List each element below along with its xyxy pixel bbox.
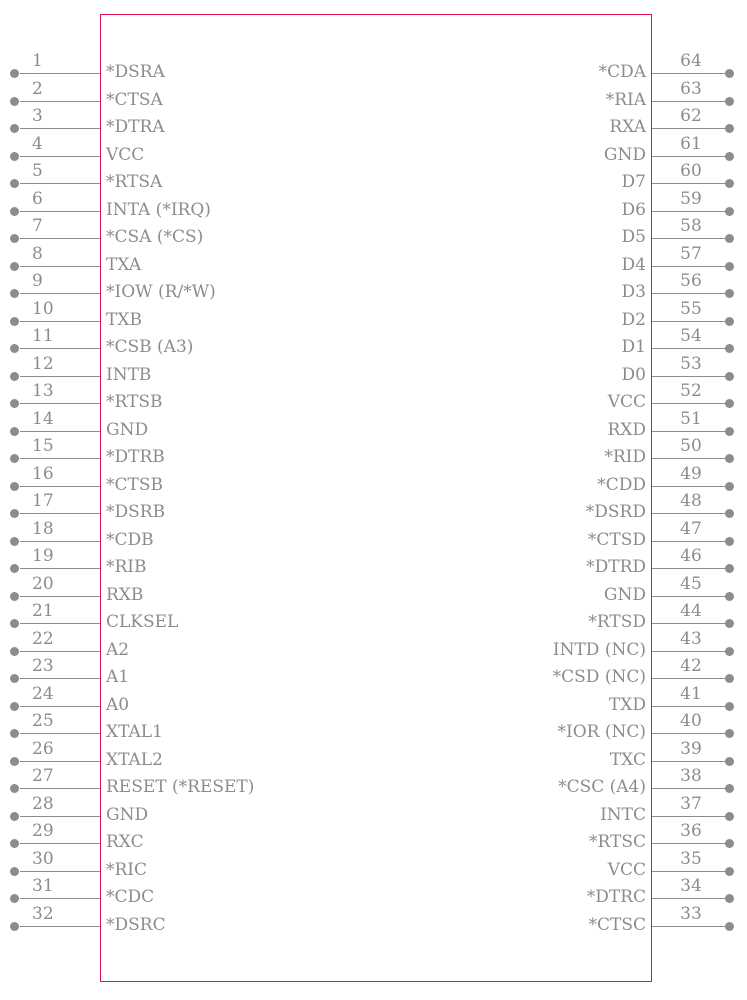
pin-line [652, 816, 732, 817]
pin-label: XTAL1 [106, 722, 163, 742]
pin-label: *CSC (A4) [558, 777, 646, 797]
pin-terminal-dot [725, 344, 734, 353]
pin-label: RXA [609, 117, 646, 137]
pin-label: *CTSC [588, 914, 646, 935]
pin-label: INTA (*IRQ) [106, 199, 211, 220]
pin-label: RXC [106, 832, 144, 852]
pin-number: 42 [680, 656, 702, 676]
pin-number: 49 [680, 463, 702, 484]
pin-terminal-dot [725, 784, 734, 793]
pin-line [652, 513, 732, 514]
pin-number: 30 [32, 848, 54, 869]
pin-number: 57 [680, 243, 702, 264]
pin-line [652, 458, 732, 459]
pin-label: A2 [106, 639, 130, 660]
pin-terminal-dot [725, 97, 734, 106]
pin-number: 26 [32, 738, 54, 759]
pin-terminal-dot [725, 69, 734, 78]
pin-line [652, 651, 732, 652]
pin-label: *IOR (NC) [557, 722, 646, 742]
pin-line [652, 128, 732, 129]
pin-number: 34 [680, 876, 702, 896]
pin-number: 39 [680, 738, 702, 759]
pin-number: 51 [680, 408, 702, 429]
pin-label: D0 [621, 364, 646, 385]
pin-terminal-dot [725, 152, 734, 161]
pin-label: *DTRB [106, 447, 165, 467]
pin-number: 52 [680, 381, 702, 401]
pin-line [652, 926, 732, 927]
pin-number: 27 [32, 766, 54, 786]
pin-number: 11 [32, 326, 54, 346]
pin-label: *RIC [106, 859, 148, 880]
pin-terminal-dot [725, 482, 734, 491]
pin-terminal-dot [725, 757, 734, 766]
pin-terminal-dot [725, 729, 734, 738]
pin-number: 40 [680, 711, 702, 731]
pin-terminal-dot [725, 427, 734, 436]
pin-number: 38 [680, 766, 702, 786]
pin-number: 4 [32, 133, 43, 154]
pin-terminal-dot [725, 674, 734, 683]
pin-number: 58 [680, 216, 702, 236]
pin-number: 14 [32, 408, 54, 429]
pin-label: INTC [600, 804, 646, 825]
pin-line [652, 321, 732, 322]
pin-label: *DTRC [586, 887, 646, 907]
pin-number: 55 [680, 298, 702, 319]
pin-number: 21 [32, 601, 54, 621]
pin-label: *RTSA [106, 172, 163, 192]
pin-number: 46 [680, 546, 702, 566]
pin-line [652, 623, 732, 624]
pin-label: VCC [607, 392, 646, 412]
pin-label: *RIA [605, 89, 646, 110]
pin-label: D5 [621, 227, 646, 247]
pin-number: 29 [32, 821, 54, 841]
pin-terminal-dot [725, 619, 734, 628]
pin-terminal-dot [725, 317, 734, 326]
pin-line [652, 211, 732, 212]
pin-label: *DSRC [106, 914, 166, 935]
pin-terminal-dot [725, 564, 734, 573]
pin-number: 3 [32, 106, 43, 126]
pin-label: GND [106, 804, 149, 825]
pin-label: *CSB (A3) [106, 337, 194, 357]
pin-label: D2 [621, 309, 646, 330]
pin-label: *CSA (*CS) [106, 227, 204, 247]
pin-number: 23 [32, 656, 54, 676]
pin-number: 2 [32, 78, 43, 99]
pin-number: 18 [32, 518, 54, 539]
pin-number: 44 [680, 601, 702, 621]
pin-label: D3 [621, 282, 646, 302]
pin-number: 47 [680, 518, 702, 539]
pin-label: *CTSA [106, 89, 163, 110]
pin-number: 7 [32, 216, 43, 236]
pin-label: XTAL2 [106, 749, 163, 770]
pin-terminal-dot [725, 399, 734, 408]
pin-label: TXA [106, 254, 142, 275]
pin-label: *RTSB [106, 392, 163, 412]
pin-terminal-dot [725, 537, 734, 546]
pin-number: 36 [680, 821, 702, 841]
pin-terminal-dot [725, 812, 734, 821]
pin-label: CLKSEL [106, 612, 179, 632]
pin-number: 53 [680, 353, 702, 374]
pin-number: 54 [680, 326, 702, 346]
pin-number: 24 [32, 683, 54, 704]
pin-label: GND [603, 144, 646, 165]
pin-terminal-dot [725, 124, 734, 133]
pin-terminal-dot [725, 839, 734, 848]
pin-line [652, 761, 732, 762]
pin-line [652, 486, 732, 487]
pin-number: 43 [680, 628, 702, 649]
pin-label: INTD (NC) [552, 639, 646, 660]
pin-label: TXB [106, 309, 142, 330]
pin-number: 12 [32, 353, 54, 374]
pin-terminal-dot [725, 207, 734, 216]
pin-terminal-dot [725, 867, 734, 876]
pin-terminal-dot [725, 234, 734, 243]
pin-number: 64 [680, 51, 702, 71]
pin-number: 20 [32, 573, 54, 594]
pin-number: 9 [32, 271, 43, 291]
pin-line [652, 348, 732, 349]
pin-number: 8 [32, 243, 43, 264]
pin-number: 48 [680, 491, 702, 511]
pin-line [652, 183, 732, 184]
pin-line [652, 293, 732, 294]
pin-line [652, 431, 732, 432]
pin-terminal-dot [725, 372, 734, 381]
pin-number: 41 [680, 683, 702, 704]
pin-label: *CTSD [587, 529, 646, 550]
pin-line [652, 788, 732, 789]
pin-number: 60 [680, 161, 702, 181]
pin-label: RXB [106, 584, 144, 605]
pin-number: 6 [32, 188, 43, 209]
pin-line [652, 101, 732, 102]
pin-label: RXD [607, 419, 646, 440]
pin-label: D4 [621, 254, 646, 275]
pin-terminal-dot [725, 647, 734, 656]
pin-line [652, 898, 732, 899]
pin-line [652, 871, 732, 872]
pin-label: D6 [621, 199, 646, 220]
pin-label: *CDB [106, 529, 154, 550]
pin-label: GND [106, 419, 149, 440]
pin-label: *CDC [106, 887, 155, 907]
pin-label: D7 [621, 172, 646, 192]
pin-label: *RTSD [588, 612, 646, 632]
pin-label: RESET (*RESET) [106, 777, 255, 797]
pin-number: 22 [32, 628, 54, 649]
pin-label: INTB [106, 364, 152, 385]
pin-line [652, 403, 732, 404]
pin-number: 10 [32, 298, 54, 319]
pin-terminal-dot [725, 179, 734, 188]
pin-label: *DTRA [106, 117, 165, 137]
pin-number: 32 [32, 903, 54, 924]
pin-number: 31 [32, 876, 54, 896]
pin-number: 59 [680, 188, 702, 209]
pin-label: *CSD (NC) [552, 667, 646, 687]
pin-terminal-dot [725, 454, 734, 463]
pin-line [652, 376, 732, 377]
pin-number: 25 [32, 711, 54, 731]
pin-number: 62 [680, 106, 702, 126]
pin-line [652, 733, 732, 734]
pin-number: 63 [680, 78, 702, 99]
pin-label: *RIB [106, 557, 147, 577]
pin-number: 15 [32, 436, 54, 456]
pin-line [652, 678, 732, 679]
pin-label: TXC [609, 749, 646, 770]
pin-label: *DSRB [106, 502, 166, 522]
pin-number: 56 [680, 271, 702, 291]
pin-terminal-dot [725, 592, 734, 601]
pin-label: *RID [604, 447, 646, 467]
pin-number: 37 [680, 793, 702, 814]
pin-line [652, 706, 732, 707]
pin-number: 50 [680, 436, 702, 456]
pin-terminal-dot [725, 702, 734, 711]
pin-label: A1 [106, 667, 130, 687]
pin-line [652, 541, 732, 542]
pin-line [652, 266, 732, 267]
pin-number: 17 [32, 491, 54, 511]
pin-terminal-dot [725, 509, 734, 518]
pin-label: VCC [106, 144, 145, 165]
pin-label: *DSRA [106, 62, 165, 82]
pin-number: 28 [32, 793, 54, 814]
pin-label: *IOW (R/*W) [106, 282, 216, 302]
pin-number: 19 [32, 546, 54, 566]
pin-number: 13 [32, 381, 54, 401]
pin-number: 45 [680, 573, 702, 594]
pin-line [652, 596, 732, 597]
pin-number: 33 [680, 903, 702, 924]
pin-label: A0 [106, 694, 130, 715]
pin-label: GND [603, 584, 646, 605]
pin-label: D1 [621, 337, 646, 357]
pin-terminal-dot [725, 262, 734, 271]
pin-terminal-dot [725, 289, 734, 298]
pin-label: VCC [607, 859, 646, 880]
pin-label: *CDA [598, 62, 646, 82]
pin-number: 1 [32, 51, 43, 71]
pin-label: *DSRD [585, 502, 646, 522]
pin-label: *RTSC [589, 832, 646, 852]
pin-line [652, 568, 732, 569]
pin-number: 35 [680, 848, 702, 869]
pin-number: 5 [32, 161, 43, 181]
pin-label: TXD [608, 694, 646, 715]
pin-terminal-dot [725, 922, 734, 931]
pin-terminal-dot [725, 894, 734, 903]
pin-label: *CDD [597, 474, 646, 495]
pin-number: 16 [32, 463, 54, 484]
pin-label: *DTRD [586, 557, 646, 577]
pin-number: 61 [680, 133, 702, 154]
pin-line [652, 843, 732, 844]
pin-line [652, 238, 732, 239]
pin-label: *CTSB [106, 474, 163, 495]
pin-line [652, 156, 732, 157]
pin-line [652, 73, 732, 74]
